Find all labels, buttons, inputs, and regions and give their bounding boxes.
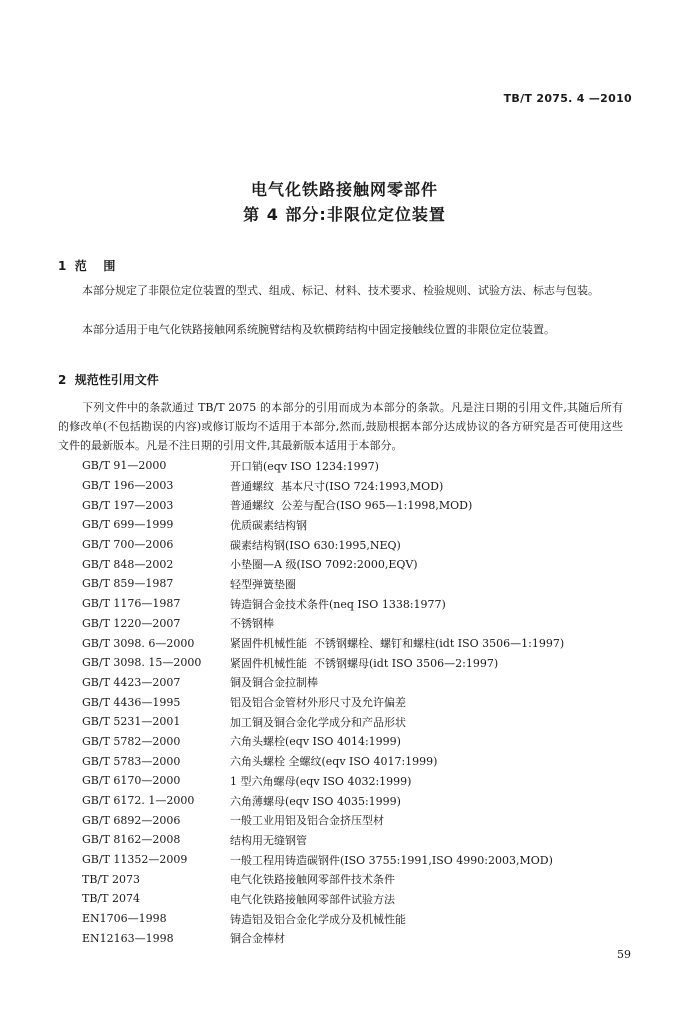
reference-title: 1 型六角螺母(eqv ISO 4032:1999) [230, 774, 412, 788]
references-intro: 下列文件中的条款通过 TB/T 2075 的本部分的引用而成为本部分的条款。凡是注日期的引用文件,其随后所有的修改单(不包括勘误的内容)或修订版均不适用于本部分,然而,鼓励根据本部分达成协议的各方研究是否可使用这些文件的最新版本。凡是不注日期的引用文件,其最新版本适用于本部分。 [58, 401, 623, 452]
reference-title: 开口销(eqv ISO 1234:1997) [230, 459, 379, 473]
scope-paragraph-2: 本部分适用于电气化铁路接触网系统腕臂结构及软横跨结构中固定接触线位置的非限位定位装置。 [82, 323, 555, 336]
reference-title: 电气化铁路接触网零部件试验方法 [230, 892, 395, 906]
reference-code: GB/T 91—2000 [82, 459, 167, 473]
reference-code: GB/T 3098. 15—2000 [82, 656, 202, 670]
reference-code: GB/T 6892—2006 [82, 813, 181, 827]
section-1-heading: 1 范 围 [58, 259, 116, 273]
reference-code: GB/T 859—1987 [82, 577, 174, 591]
reference-title: 小垫圈—A 级(ISO 7092:2000,EQV) [230, 558, 418, 572]
scope-paragraph-1: 本部分规定了非限位定位装置的型式、组成、标记、材料、技术要求、检验规则、试验方法、标志与包装。 [82, 284, 599, 297]
reference-code: GB/T 700—2006 [82, 538, 174, 552]
reference-title: 优质碳素结构钢 [230, 518, 307, 532]
reference-row [82, 692, 642, 712]
page-number: 59 [617, 948, 631, 961]
reference-title: 铸造铜合金技术条件(neq ISO 1338:1977) [230, 597, 446, 611]
reference-row [82, 712, 642, 732]
reference-code: GB/T 699—1999 [82, 518, 174, 532]
reference-row [82, 495, 642, 515]
reference-title: 紧固件机械性能 不锈钢螺母(idt ISO 3506—2:1997) [230, 656, 499, 670]
reference-row [82, 810, 642, 830]
reference-row [82, 456, 642, 476]
reference-row [82, 535, 642, 555]
document-title: 电气化铁路接触网零部件 [250, 180, 438, 199]
reference-code: TB/T 2074 [82, 892, 140, 906]
reference-title: 加工铜及铜合金化学成分和产品形状 [230, 715, 406, 729]
reference-title: 轻型弹簧垫圈 [230, 577, 296, 591]
reference-code: GB/T 6170—2000 [82, 774, 181, 788]
reference-code: GB/T 196—2003 [82, 479, 174, 493]
reference-row [82, 673, 642, 693]
reference-row [82, 830, 642, 850]
reference-title: 紧固件机械性能 不锈钢螺栓、螺钉和螺柱(idt ISO 3506—1:1997) [230, 637, 565, 651]
reference-code: GB/T 197—2003 [82, 498, 174, 512]
reference-code: GB/T 3098. 6—2000 [82, 636, 195, 650]
reference-row [82, 515, 642, 535]
reference-title: 结构用无缝钢管 [230, 833, 307, 847]
reference-row [82, 574, 642, 594]
reference-title: 电气化铁路接触网零部件技术条件 [230, 873, 395, 887]
reference-row [82, 476, 642, 496]
reference-title: 不锈钢棒 [230, 617, 274, 631]
section-2-heading: 2 规范性引用文件 [58, 373, 159, 387]
reference-code: GB/T 4436—1995 [82, 695, 181, 709]
reference-code: TB/T 2073 [82, 872, 140, 886]
reference-row [82, 633, 642, 653]
reference-code: GB/T 6172. 1—2000 [82, 794, 195, 808]
reference-title: 铜合金棒材 [230, 932, 285, 946]
reference-title: 普通螺纹 公差与配合(ISO 965—1:1998,MOD) [230, 499, 473, 513]
reference-title: 一般工业用铝及铝合金挤压型材 [230, 814, 384, 828]
reference-code: GB/T 11352—2009 [82, 853, 188, 867]
reference-list [82, 456, 642, 948]
document-subtitle: 第 4 部分:非限位定位装置 [243, 205, 446, 224]
reference-row [82, 909, 642, 929]
standard-code: TB/T 2075. 4 —2010 [503, 92, 632, 105]
reference-code: GB/T 1176—1987 [82, 597, 181, 611]
reference-code: GB/T 4423—2007 [82, 675, 181, 689]
reference-title: 铝及铝合金管材外形尺寸及允许偏差 [230, 696, 406, 710]
reference-title: 普通螺纹 基本尺寸(ISO 724:1993,MOD) [230, 479, 444, 493]
reference-title: 铜及铜合金拉制棒 [230, 676, 318, 690]
reference-row [82, 850, 642, 870]
reference-row [82, 614, 642, 634]
reference-code: GB/T 848—2002 [82, 557, 174, 571]
reference-title: 六角薄螺母(eqv ISO 4035:1999) [230, 794, 401, 808]
reference-title: 六角头螺栓 全螺纹(eqv ISO 4017:1999) [230, 755, 438, 769]
reference-row [82, 791, 642, 811]
reference-row [82, 929, 642, 949]
reference-code: GB/T 5783—2000 [82, 754, 181, 768]
reference-row [82, 751, 642, 771]
reference-title: 铸造铝及铝合金化学成分及机械性能 [230, 912, 406, 926]
reference-code: GB/T 8162—2008 [82, 833, 181, 847]
reference-code: GB/T 1220—2007 [82, 616, 181, 630]
reference-title: 六角头螺栓(eqv ISO 4014:1999) [230, 735, 401, 749]
reference-row [82, 653, 642, 673]
reference-code: EN12163—1998 [82, 931, 174, 945]
reference-code: EN1706—1998 [82, 912, 167, 926]
reference-row [82, 594, 642, 614]
reference-title: 一般工程用铸造碳钢件(ISO 3755:1991,ISO 4990:2003,MOD) [230, 853, 553, 867]
reference-row [82, 771, 642, 791]
reference-row [82, 554, 642, 574]
reference-title: 碳素结构钢(ISO 630:1995,NEQ) [230, 538, 401, 552]
reference-code: GB/T 5231—2001 [82, 715, 181, 729]
reference-row [82, 869, 642, 889]
reference-code: GB/T 5782—2000 [82, 734, 181, 748]
reference-row [82, 732, 642, 752]
reference-row [82, 889, 642, 909]
